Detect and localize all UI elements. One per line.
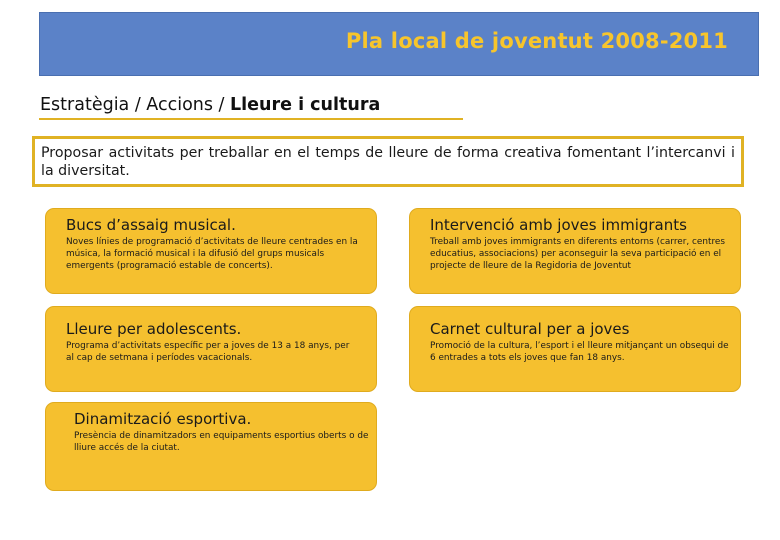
breadcrumb-underline <box>39 118 463 120</box>
breadcrumb-path: Estratègia / Accions / <box>40 95 231 115</box>
card-title: Dinamització esportiva. <box>74 410 252 428</box>
card-dinamitzacio-esportiva <box>45 402 377 491</box>
header-banner <box>39 12 759 76</box>
card-description: Promoció de la cultura, l’esport i el lleure mitjançant un obsequi de 6 entrades a tots els joves que fan 18 anys. <box>430 341 729 364</box>
card-title: Lleure per adolescents. <box>66 320 242 338</box>
card-title: Intervenció amb joves immigrants <box>430 216 687 234</box>
card-joves-immigrants <box>409 208 741 294</box>
intro-text: Proposar activitats per treballar en el temps de lleure de forma creativa fomentant l’intercanvi i la diversitat. <box>41 145 735 179</box>
card-description: Programa d’activitats específic per a joves de 13 a 18 anys, per al cap de setmana i períodes vacacionals. <box>66 341 350 364</box>
breadcrumb <box>40 95 380 115</box>
card-description: Noves línies de programació d’activitats de lleure centrades en la música, la formació musical i la difusió del grups musicals emergents (programació estable de concerts). <box>66 237 358 272</box>
breadcrumb-current: Lleure i cultura <box>230 95 381 115</box>
card-title: Carnet cultural per a joves <box>430 320 630 338</box>
card-description: Presència de dinamitzadors en equipaments esportius oberts o de lliure accés de la ciutat. <box>74 431 369 454</box>
card-bucs-assaig <box>45 208 377 294</box>
page-title: Pla local de joventut 2008-2011 <box>345 29 728 53</box>
card-lleure-adolescents <box>45 306 377 392</box>
card-title: Bucs d’assaig musical. <box>66 216 236 234</box>
intro-box <box>32 136 744 187</box>
card-carnet-cultural <box>409 306 741 392</box>
card-description: Treball amb joves immigrants en diferents entorns (carrer, centres educatius, associacions) per aconseguir la seva participació en el projecte de lleure de la Regidoria de Joventut <box>430 237 726 272</box>
